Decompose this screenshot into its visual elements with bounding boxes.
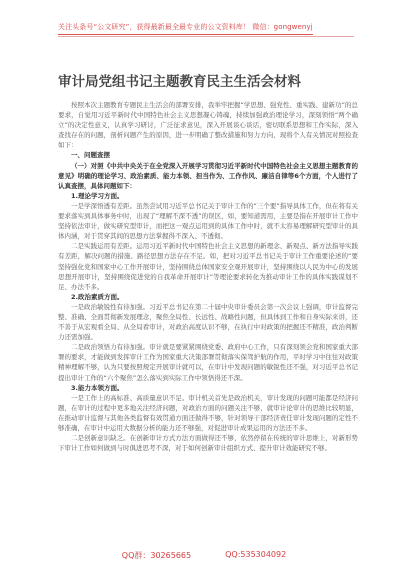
header-divider <box>58 36 354 37</box>
paragraph-ability-1: 一是工作上的高标准、高质量意识不足。审计机关首先是政治机关，审计发现的问题可能都是经济问题，在审计的过程中更多地关注经济问题，对政治方面的问题关注不够，就审计论审计的思维比较明显，在推动审计监督与其他各类监督有效贯通方面还做得不够，针对领导干部经济责任审计发现问题的定性不够准确，在审计中运用大数据分析的能力还不够强，对促进审计成果运用的方法还不多。 <box>58 393 358 432</box>
footer-contact <box>0 550 408 561</box>
section-heading: 一、问题查摆 <box>71 151 110 160</box>
paragraph-theory-2: 二是实践运用有差距。运用习近平新时代中国特色社会主义思想的新理念、新观点、新方法指导实践有差距，解决问题的措施、路径思想方法存在不足。如，把对习近平总书记关于审计工作重要论述的“要坚持强化党和国家中心工作开展审计，坚持围绕总体国家安全观开展审计，坚持围绕以人民为中心的发展思想开展审计，坚持围绕促进党的自我革命开展审计”等理论要求转化为推动审计工作的具体实践谋划不足、办法不多。 <box>58 242 358 291</box>
header-banner: 关注头条号“公文研究”，获得最新最全最专业的公文资料库！ 微信：gongwenyj <box>58 22 313 35</box>
topic-heading-theory: 1.理论学习方面。 <box>71 191 124 200</box>
topic-heading-politics: 2.政治素质方面。 <box>71 292 124 301</box>
document-body <box>58 100 358 453</box>
paragraph-theory-1: 一是学深悟透有差距。虽然尝试用习近平总书记关于审计工作的“三个要”指导具体工作，但在将有关要求落实到具体事务中时，出现了“理解不深不透”的误区，如，要知道需用，主要是指在开展审计工作中坚持依法审计，做实研究型审计，而把这一观点运用到的具体工作中时，就不太容易理解研究型审计的具体内涵，对于贯穿其间的思想方法掌握得不深入、不透彻。 <box>58 201 358 241</box>
paragraph-politics-2: 二是政治领悟力有待加强。审计就是要紧紧围绕党委、政府中心工作，只有深刻领会党和国家重大部署的要求，才能做到发挥审计工作为国家重大决策部署贯彻落实保驾护航的作用，平时学习中往往对政策精神理解不够，认为只要按照规定开展审计就可以，在审计中发现问题的敏锐性还不强，对习近平总书记提出审计工作的“六个聚焦”怎么落实到实际工作中领悟得还不深。 <box>58 343 358 382</box>
intro-paragraph: 按照本次主题教育专题民主生活会的部署安排，我举牢把握“学思想、强党性、重实践、建新功”的总要求，自觉用习近平新时代中国特色社会主义思想凝心铸魂，持续加强政治理论学习，深刻领悟“两个确立”的决定性意义，认真学习研讨，广泛征求意见，深入开展谈心谈话，密切联系思想和工作实际，深入查找存在的问题，剖析问题产生的原因，进一步明确了整改措施和努力方向，现将个人有关情况对照检查如下： <box>58 101 358 150</box>
topic-heading-ability: 3.能力本领方面。 <box>71 383 124 392</box>
footer-qq-group: QQ群：30265665 <box>121 551 192 560</box>
paragraph-politics-1: 一是政治敏锐性有待加强。习近平总书记在第二十届中央审计委员会第一次会议上强调，审计监督完整、准确、全面贯彻新发展理念，聚焦全局性、长远性、战略性问题，但具体到工作和自身实际来讲，还不善于从宏观看全局、从全局看审计，对政治高度认识不够，在执行中对政策的把握还不精准，政治判断力还需加强。 <box>58 302 358 342</box>
subsection-heading: （一）对照《中共中央关于在全党深入开展学习贯彻习近平新时代中国特色社会主义思想主题教育的意见》明确的理论学习、政治素质、能力本领、担当作为、工作作风、廉洁自律等6个方面，个人进行了认真查摆，具体问题如下： <box>58 161 358 190</box>
paragraph-ability-2: 二是创新意识缺乏。在创新审计方式方法方面做得还不够，依然停留在传统的审计思维上，对新形势下审计工作如何做到与时俱进思考不深，对于如何创新审计组织方式、提升审计效能研究不够。 <box>58 434 358 453</box>
document-title: 审计局党组书记主题教育民主生活会材料 <box>58 74 301 90</box>
footer-qq: QQ:535304092 <box>225 550 287 559</box>
